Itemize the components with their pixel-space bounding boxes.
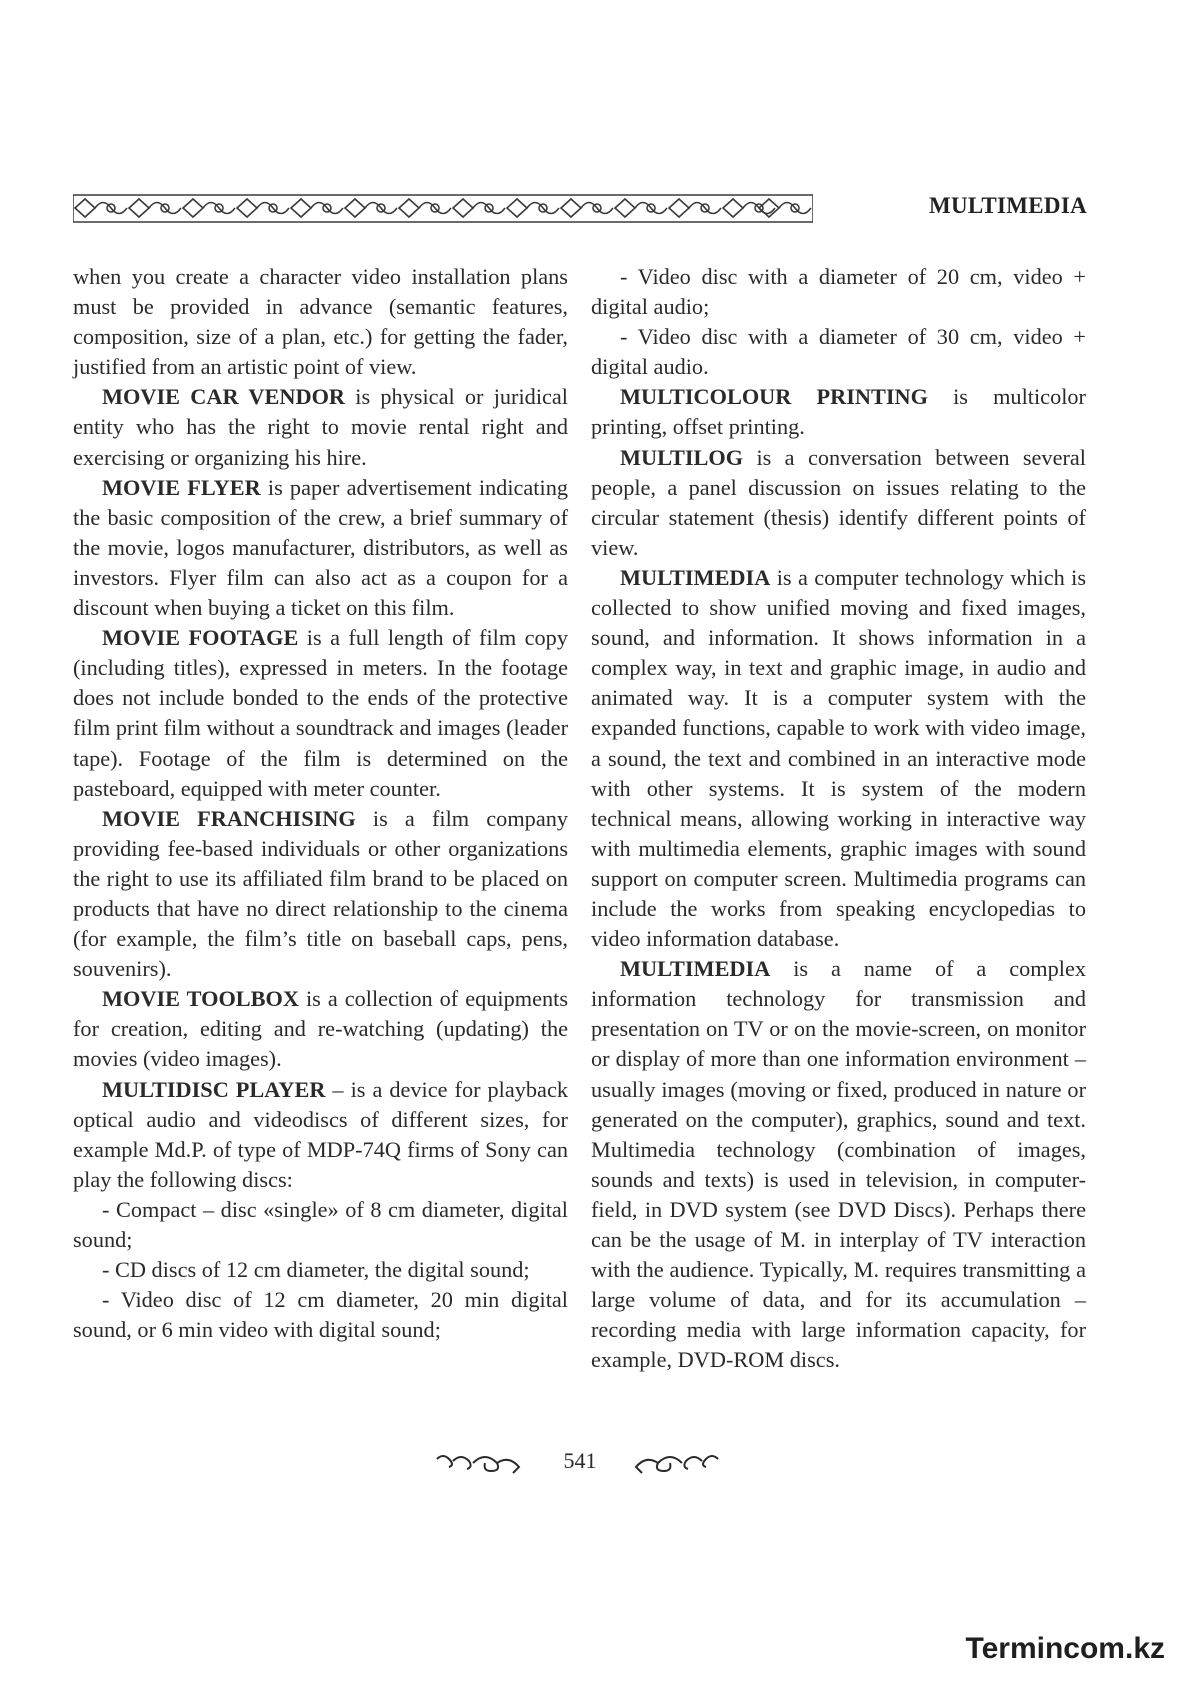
entry-term: MOVIE TOOLBOX	[102, 986, 299, 1012]
site-watermark-logo: Termincom.kz	[965, 1632, 1165, 1665]
right-column	[591, 262, 1086, 1375]
entry-term: MULTIMEDIA	[620, 564, 771, 590]
list-item: - CD discs of 12 cm diameter, the digital sound;	[102, 1257, 530, 1283]
list-item: - Compact – disc «single» of 8 cm diameter, digital sound;	[73, 1196, 568, 1252]
entry-definition: is physical or juridical entity who has the right to movie rental right and exercising or organizing his hire.	[73, 384, 568, 470]
entry-definition: is a computer technology which is collected to show unified moving and fixed images, sound, and information. It shows information in a complex way, in text and graphic image, in audio and animated way. It is a computer system with the expanded functions, capable to work with video image, a sound, the text and combined in an interactive mode with other systems. It is system of the modern technical means, allowing working in interactive way with multimedia elements, graphic images with sound support on computer screen. Multimedia programs can include the works from speaking encyclopedias to video information database.	[591, 564, 1086, 952]
list-item: - Video disc of 12 cm diameter, 20 min digital sound, or 6 min video with digital sound;	[73, 1287, 568, 1343]
entry-term: MULTICOLOUR PRINTING	[620, 384, 928, 410]
entry-term: MULTILOG	[620, 444, 744, 470]
entry-term: MOVIE FOOTAGE	[102, 625, 299, 651]
entry-movie-flyer	[73, 473, 568, 623]
entry-definition: is a conversation between several people, a panel discussion on issues relating to the circular statement (thesis) identify different points of view.	[591, 444, 1086, 560]
entry-definition: – is a device for playback optical audio and videodiscs of different sizes, for example Md.P. of type of MDP-74Q firms of Sony can play the following discs:	[73, 1076, 569, 1192]
paragraph: when you create a character video installation plans must be provided in advance (semantic features, composition, size of a plan, etc.) for getting the fader, justified from an artistic point of view.	[73, 264, 568, 380]
entry-movie-franchising	[73, 804, 568, 985]
entry-term: MULTIMEDIA	[620, 956, 771, 982]
entry-definition: is a film company providing fee-based individuals or other organizations the right to use its affiliated film brand to be placed on products that have no direct relationship to the cinema (for example, the film’s title on baseball caps, pens, souvenirs).	[73, 805, 569, 982]
entry-multimedia-1	[591, 563, 1086, 954]
section-title: MULTIMEDIA	[928, 193, 1087, 218]
left-footer-ornament-icon	[433, 1449, 523, 1477]
entry-multimedia-2	[591, 954, 1086, 1375]
entry-term: MOVIE CAR VENDOR	[102, 384, 346, 410]
entry-term: MOVIE FRANCHISING	[102, 805, 356, 831]
entry-definition: is a collection of equipments for creation, editing and re-watching (updating) the movies (video images).	[73, 986, 568, 1072]
page-footer	[0, 1443, 1191, 1483]
list-item: - Video disc with a diameter of 30 cm, video + digital audio.	[591, 324, 1086, 380]
entry-multidisc-player	[73, 1075, 568, 1195]
header-ornament-band	[73, 193, 813, 224]
entry-definition: is multicolor printing, offset printing.	[591, 384, 1086, 440]
list-item: - Video disc with a diameter of 20 cm, video + digital audio;	[591, 264, 1086, 320]
entry-movie-car-vendor	[73, 382, 568, 472]
entry-movie-toolbox	[73, 984, 568, 1074]
entry-movie-footage	[73, 623, 568, 804]
page-number: 541	[563, 1448, 597, 1473]
entry-definition: is paper advertisement indicating the basic composition of the crew, a brief summary of the movie, logos manufacturer, distributors, as well as investors. Flyer film can also act as a coupon for a discount when buying a ticket on this film.	[73, 474, 568, 621]
entry-definition: is a name of a complex information technology for transmission and presentation on TV or on the movie-screen, on monitor or display of more than one information environment – usually images (moving or fixed, produced in nature or generated on the computer), graphics, sound and text. Multimedia technology (combination of images, sounds and texts) is used in television, in computer-field, in DVD system (see DVD Discs). Perhaps there can be the usage of M. in interplay of TV interaction with the audience. Typically, M. requires transmitting a large volume of data, and for its accumulation – recording media with large information capacity, for example, DVD-ROM discs.	[591, 956, 1086, 1373]
left-column	[73, 262, 568, 1345]
entry-multilog	[591, 443, 1086, 563]
entry-term: MOVIE FLYER	[102, 474, 261, 500]
entry-multicolour-printing	[591, 382, 1086, 442]
entry-definition: is a full length of film copy (including titles), expressed in meters. In the footage does not include bonded to the ends of the protective film print film without a soundtrack and images (leader tape). Footage of the film is determined on the pasteboard, equipped with meter counter.	[73, 625, 568, 801]
right-footer-ornament-icon	[632, 1449, 722, 1477]
entry-term: MULTIDISC PLAYER	[102, 1076, 326, 1102]
